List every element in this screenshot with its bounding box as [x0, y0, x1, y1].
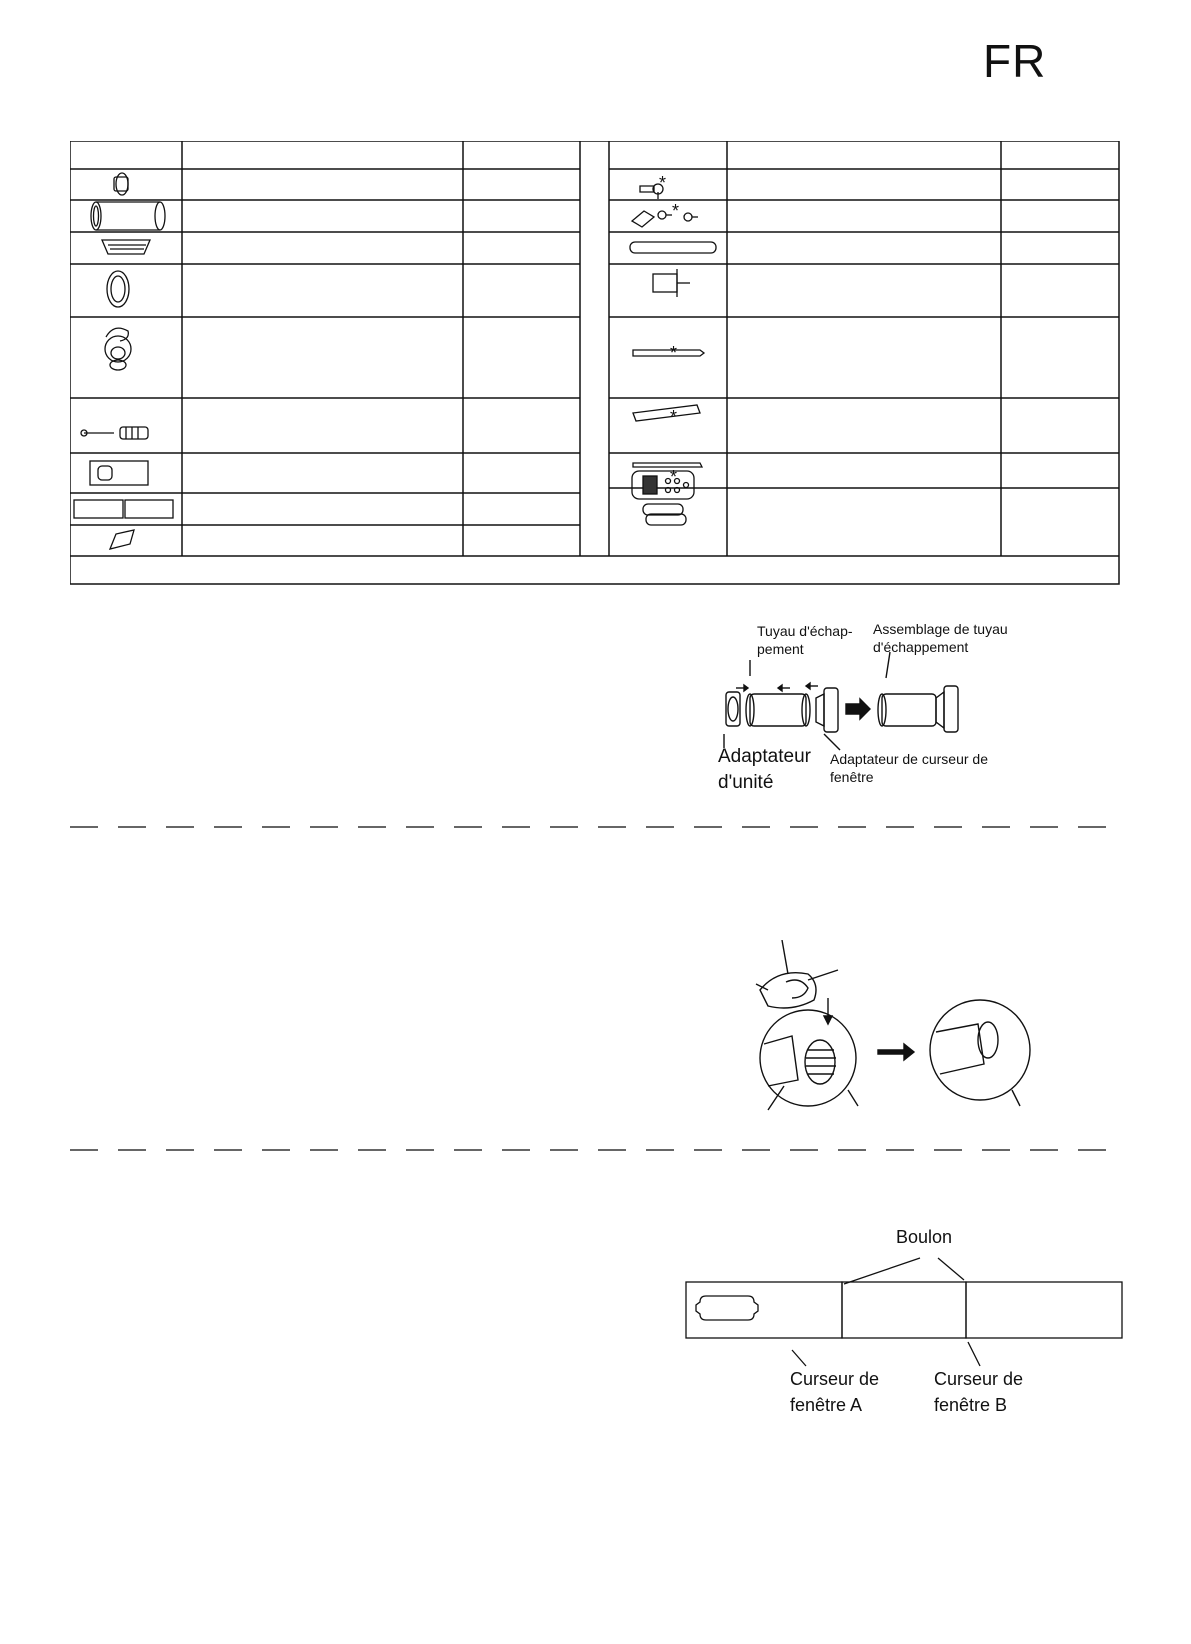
- section-divider: [70, 826, 1120, 828]
- label-window-slider-a: Curseur de fenêtre A: [790, 1369, 880, 1415]
- note-marker: *: [672, 201, 680, 221]
- label-window-slider-adapter: Adaptateur de curseur de fenêtre: [830, 751, 988, 785]
- section-divider: [70, 1149, 1120, 1151]
- note-marker: *: [659, 173, 667, 193]
- language-code: FR: [983, 35, 1047, 87]
- parts-table: [70, 141, 1120, 585]
- window-slider-drawing: [684, 1230, 1124, 1420]
- window-slider-b: [966, 1282, 1122, 1338]
- parts-table-grid: [70, 141, 1120, 585]
- note-marker: *: [670, 467, 678, 487]
- hose-install-figure: [748, 940, 1038, 1125]
- note-marker: *: [670, 343, 678, 363]
- label-hose-assembly: Assemblage de tuyau d'échappement: [873, 621, 1008, 655]
- label-bolt: Boulon: [896, 1227, 953, 1247]
- exhaust-hose-figure: [718, 621, 1040, 793]
- label-window-slider-b: Curseur de fenêtre B: [934, 1369, 1024, 1415]
- note-marker: *: [670, 407, 678, 427]
- window-slider-middle: [842, 1282, 966, 1338]
- hose-install-drawing: [748, 940, 1038, 1125]
- label-exhaust-hose: Tuyau d'échap- pement: [757, 623, 853, 657]
- label-unit-adapter: Adaptateur d'unité: [718, 746, 811, 793]
- window-slider-figure: [684, 1227, 1124, 1420]
- window-slider-a: [686, 1282, 842, 1338]
